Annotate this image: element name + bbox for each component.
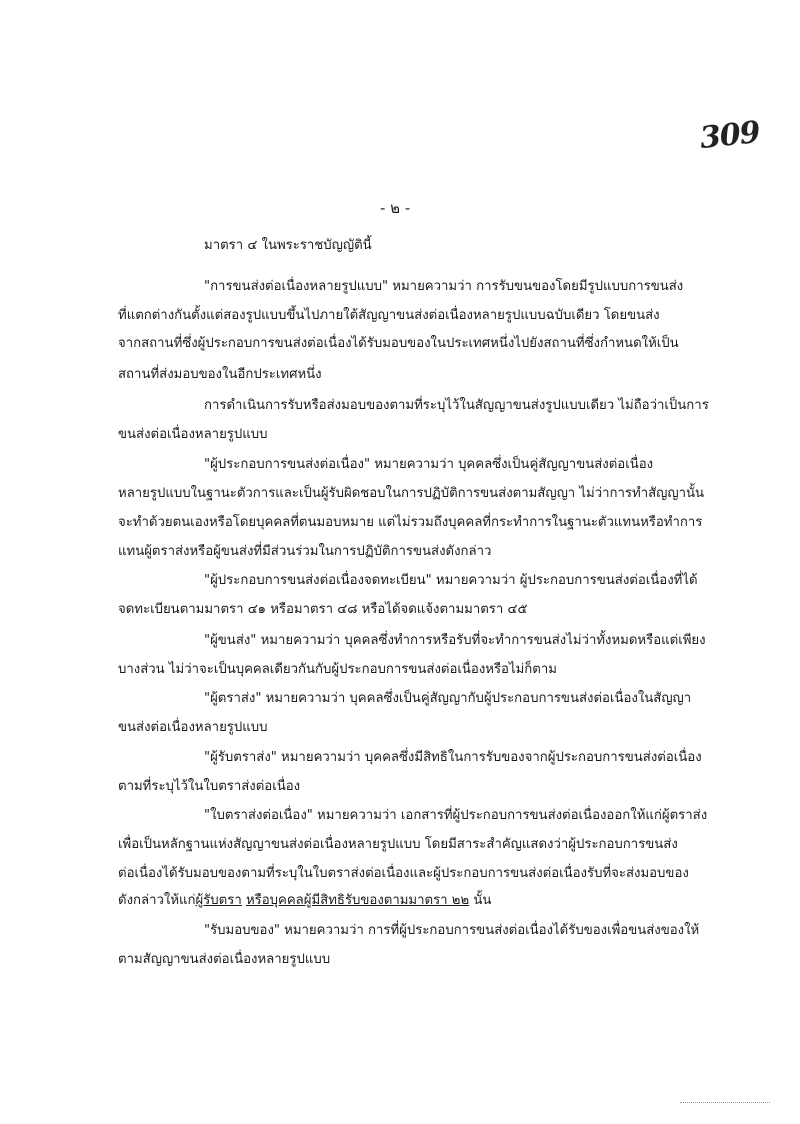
paragraph-line: "ผู้รับตราส่ง" หมายความว่า บุคคลซึ่งมีสิทธิในการรับของจากผู้ประกอบการขนส่งต่อเนื่อง xyxy=(204,750,702,765)
paragraph-line: ขนส่งต่อเนื่องหลายรูปแบบ xyxy=(118,427,268,442)
line-segment: ดังกล่าวให้แก่ xyxy=(118,893,196,908)
paragraph-line: ขนส่งต่อเนื่องหลายรูปแบบ xyxy=(118,720,268,735)
handwritten-page-number: 309 xyxy=(698,114,762,157)
paragraph-line: ที่แตกต่างกันตั้งแต่สองรูปแบบขึ้นไปภายใต้สัญญาขนส่งต่อเนื่องหลายรูปแบบฉบับเดียว โดยขนส่ง xyxy=(118,308,660,323)
paragraph-line: ตามที่ระบุไว้ในใบตราส่งต่อเนื่อง xyxy=(118,779,301,794)
paragraph-line: บางส่วน ไม่ว่าจะเป็นบุคคลเดียวกันกับผู้ประกอบการขนส่งต่อเนื่องหรือไม่ก็ตาม xyxy=(118,662,557,677)
paragraph-line: "ผู้ตราส่ง" หมายความว่า บุคคลซึ่งเป็นคู่สัญญากับผู้ประกอบการขนส่งต่อเนื่องในสัญญา xyxy=(204,691,692,706)
underlined-segment: ผู้รับตรา xyxy=(195,893,242,908)
underlined-segment: หรือบุคคลผู้มีสิทธิรับของตามมาตรา ๒๒ xyxy=(245,893,470,908)
paragraph-line: "ผู้ประกอบการขนส่งต่อเนื่องจดทะเบียน" หมายความว่า ผู้ประกอบการขนส่งต่อเนื่องที่ได้ xyxy=(204,573,698,588)
paragraph-line: จากสถานที่ซึ่งผู้ประกอบการขนส่งต่อเนื่องได้รับมอบของในประเทศหนึ่งไปยังสถานที่ซึ่งกำหนดให้เป็น xyxy=(118,336,679,351)
paragraph-line: หลายรูปแบบในฐานะตัวการและเป็นผู้รับผิดชอบในการปฏิบัติการขนส่งตามสัญญา ไม่ว่าการทำสัญญานั้น xyxy=(118,486,705,501)
section-heading: มาตรา ๔ ในพระราชบัญญัตินี้ xyxy=(204,238,372,253)
paragraph-line: จะทำด้วยตนเองหรือโดยบุคคลที่ตนมอบหมาย แต่ไม่รวมถึงบุคคลที่กระทำการในฐานะตัวแทนหรือทำการ xyxy=(118,515,703,530)
paragraph-line: การดำเนินการรับหรือส่งมอบของตามที่ระบุไว้ในสัญญาขนส่งรูปแบบเดียว ไม่ถือว่าเป็นการ xyxy=(204,398,709,413)
scan-artifact xyxy=(680,1102,770,1109)
paragraph-line: "ผู้ขนส่ง" หมายความว่า บุคคลซึ่งทำการหรือรับที่จะทำการขนส่งไม่ว่าทั้งหมดหรือแต่เพียง xyxy=(204,633,706,648)
paragraph-line: ต่อเนื่องได้รับมอบของตามที่ระบุในใบตราส่งต่อเนื่องและผู้ประกอบการขนส่งต่อเนื่องรับที่จะส่งมอบของ xyxy=(118,866,689,881)
line-segment: นั้น xyxy=(473,893,492,908)
page-number: - ๒ - xyxy=(380,199,411,217)
paragraph-line: สถานที่ส่งมอบของในอีกประเทศหนึ่ง xyxy=(118,367,322,382)
paragraph-line: แทนผู้ตราส่งหรือผู้ขนส่งที่มีส่วนร่วมในการปฏิบัติการขนส่งดังกล่าว xyxy=(118,544,492,559)
paragraph-line: ตามสัญญาขนส่งต่อเนื่องหลายรูปแบบ xyxy=(118,952,331,967)
paragraph-line-underlined xyxy=(118,891,718,911)
paragraph-line: "การขนส่งต่อเนื่องหลายรูปแบบ" หมายความว่า การรับขนของโดยมีรูปแบบการขนส่ง xyxy=(204,279,684,294)
paragraph-line: เพื่อเป็นหลักฐานแห่งสัญญาขนส่งต่อเนื่องหลายรูปแบบ โดยมีสาระสำคัญแสดงว่าผู้ประกอบการขนส่ง xyxy=(118,837,678,852)
paragraph-line: "รับมอบของ" หมายความว่า การที่ผู้ประกอบการขนส่งต่อเนื่องได้รับของเพื่อขนส่งของให้ xyxy=(204,923,700,938)
paragraph-line: "ผู้ประกอบการขนส่งต่อเนื่อง" หมายความว่า บุคคลซึ่งเป็นคู่สัญญาขนส่งต่อเนื่อง xyxy=(204,457,654,472)
paragraph-line: "ใบตราส่งต่อเนื่อง" หมายความว่า เอกสารที่ผู้ประกอบการขนส่งต่อเนื่องออกให้แก่ผู้ตราส่ง xyxy=(204,808,708,823)
paragraph-line: จดทะเบียนตามมาตรา ๔๑ หรือมาตรา ๔๘ หรือได้จดแจ้งตามมาตรา ๔๕ xyxy=(118,602,528,617)
